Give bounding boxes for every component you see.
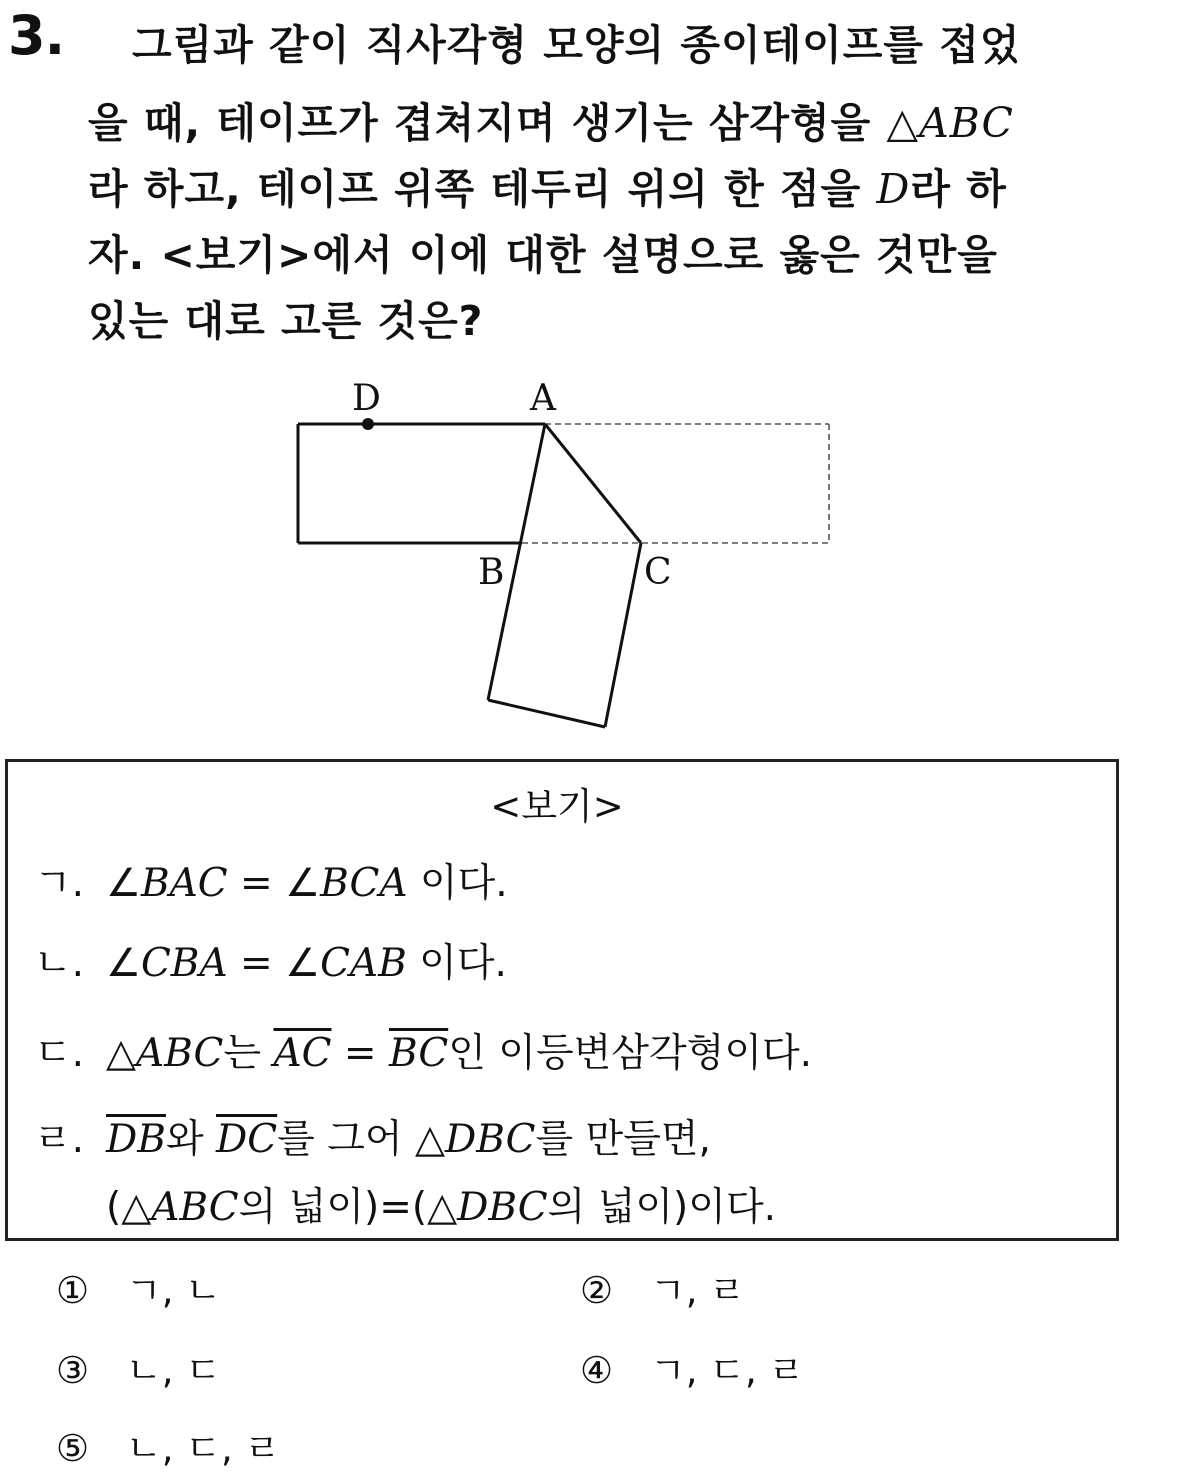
folded-end-edge <box>488 700 605 727</box>
bogi-key: ㄷ. <box>34 1031 85 1076</box>
triangle-symbol: △ <box>414 1117 445 1162</box>
math-text: BCA <box>320 861 408 906</box>
segment-dc: $\overline{DC}$ <box>216 1117 278 1162</box>
label-c: C <box>644 552 672 593</box>
bogi-key: ㄹ. <box>34 1117 85 1162</box>
math-text: DBC <box>444 1117 536 1162</box>
choice-1[interactable] <box>56 1260 221 1314</box>
choice-text: ㄱ, ㄷ, ㄹ <box>650 1349 805 1392</box>
bogi-text: 이다. <box>407 861 508 906</box>
bogi-item-1 <box>34 852 508 908</box>
choice-text: ㄱ, ㄹ <box>650 1269 746 1312</box>
fold-line-ac <box>545 424 641 543</box>
label-b: B <box>478 552 505 593</box>
bogi-title: <보기> <box>490 785 624 828</box>
bogi-text: 인 이등변삼각형이다. <box>448 1031 813 1076</box>
angle-symbol: ∠ <box>285 941 321 986</box>
question-text: 있는 대로 고른 것은? <box>88 297 484 345</box>
math-equals: = <box>227 861 286 906</box>
bogi-key: ㄴ. <box>34 941 85 986</box>
math-text: ABC <box>151 1185 239 1230</box>
point-d-dot <box>362 418 374 430</box>
label-a: A <box>530 378 556 419</box>
bogi-box <box>5 759 1119 1241</box>
question-text: 을 때, 테이프가 겹쳐지며 생기는 삼각형을 <box>88 99 887 147</box>
bogi-text: 를 그어 <box>277 1117 415 1162</box>
bogi-text: 와 <box>165 1117 217 1162</box>
bogi-text: 는 <box>223 1031 274 1076</box>
triangle-symbol: △ <box>106 1031 136 1076</box>
choice-number: ④ <box>580 1349 614 1392</box>
angle-symbol: ∠ <box>106 861 141 906</box>
math-text: BAC <box>140 861 228 906</box>
segment-bc: $\overline{BC}$ <box>388 1031 449 1076</box>
segment-ac: $\overline{AC}$ <box>273 1031 332 1076</box>
choice-number: ② <box>580 1269 614 1312</box>
bogi-item-3 <box>34 1022 812 1078</box>
choice-4[interactable] <box>580 1340 804 1394</box>
bogi-text: (△ <box>106 1185 152 1230</box>
bogi-item-4-continued <box>106 1176 776 1232</box>
segment-db: $\overline{DB}$ <box>106 1117 166 1162</box>
choice-text: ㄱ, ㄴ <box>126 1269 222 1312</box>
choice-2[interactable] <box>580 1260 745 1314</box>
math-abc: ABC <box>919 99 1014 147</box>
bogi-item-2 <box>34 932 507 988</box>
choice-number: ⑤ <box>56 1427 90 1470</box>
choice-number: ① <box>56 1269 90 1312</box>
bogi-item-4 <box>34 1108 711 1164</box>
math-equals: = <box>331 1031 389 1076</box>
math-text: CAB <box>320 941 407 986</box>
math-d: D <box>876 165 911 213</box>
bogi-key: ㄱ. <box>34 861 85 906</box>
question-text: 라 하 <box>910 165 1007 213</box>
triangle-symbol: △ <box>886 99 920 147</box>
angle-symbol: ∠ <box>285 861 321 906</box>
question-text: 자. <보기>에서 이에 대한 설명으로 옳은 것만을 <box>88 231 998 279</box>
math-text: ABC <box>136 1031 224 1076</box>
question-text: 라 하고, 테이프 위쪽 테두리 위의 한 점을 <box>88 165 877 213</box>
choice-number: ③ <box>56 1349 90 1392</box>
angle-symbol: ∠ <box>106 941 141 986</box>
math-text: CBA <box>140 941 228 986</box>
math-equals: = <box>227 941 286 986</box>
choice-text: ㄴ, ㄷ <box>126 1349 222 1392</box>
math-text: DBC <box>457 1185 548 1230</box>
bogi-text: 이다. <box>406 941 507 986</box>
bogi-text: 의 넓이)=(△ <box>238 1185 458 1230</box>
bogi-text: 를 만들면, <box>535 1117 711 1162</box>
label-d: D <box>352 378 381 419</box>
choice-3[interactable] <box>56 1340 221 1394</box>
choice-text: ㄴ, ㄷ, ㄹ <box>126 1427 281 1470</box>
folded-right-edge <box>605 543 641 727</box>
question-number: 3. <box>8 4 65 67</box>
bogi-text: 의 넓이)이다. <box>547 1185 777 1230</box>
choice-5[interactable] <box>56 1418 280 1472</box>
question-text: 그림과 같이 직사각형 모양의 종이테이프를 접었 <box>132 21 1021 69</box>
